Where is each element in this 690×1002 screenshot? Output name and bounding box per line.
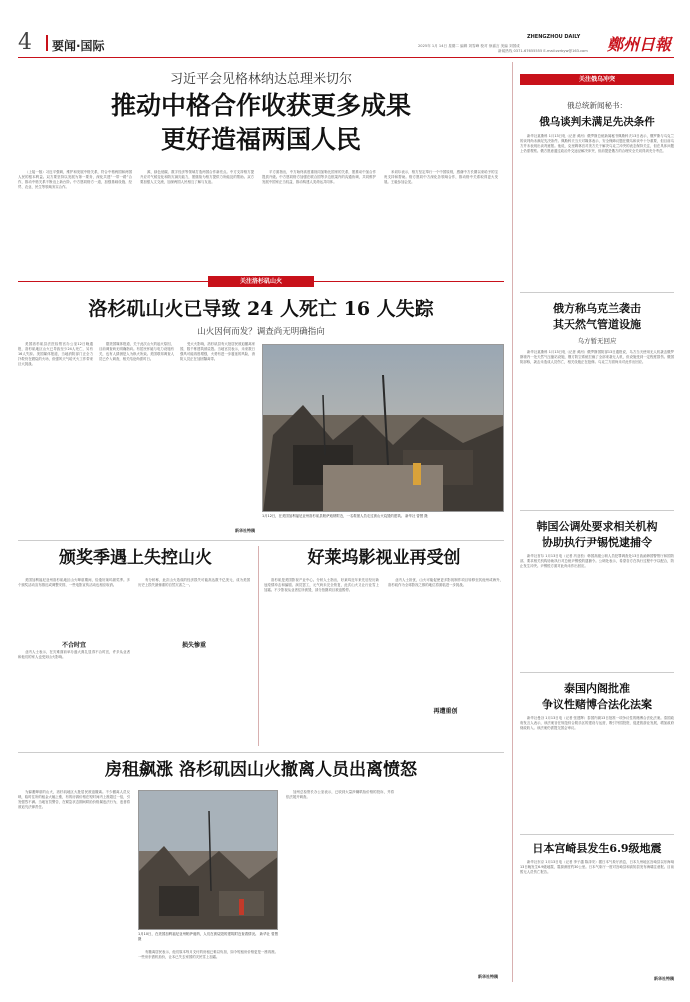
contact-line: 新闻热线 0371-67655555 E-mail:zzrbyw@163.com <box>498 49 588 53</box>
hollywood-body: 洛杉矶是美国影视产业中心。分析人士指出，好莱坞近年来先后经历新冠疫情冲击和编剧、演员罢工，元气尚未完全恢复，此次山火又让行业雪上加霜。不少影视从业者住所被毁，部分拍摄项目被迫暂停。 <box>264 578 379 592</box>
gas-body: 新华社莫斯科 1月13日电（记者 黄河）俄罗斯国防部13日通报说，乌方当天使用无人机袭击俄罗斯境内一处天然气压缩站设施，俄方防空系统拦截了全部来袭无人机，但设施受到一定程度损伤。俄国防部称，袭击未造成人员伤亡，相关设施正在抢修。乌克兰方面尚未对此作出回应。 <box>520 350 674 364</box>
thailand-headline-2: 争议性赌博合法化法案 <box>542 698 652 711</box>
fire-photo <box>262 344 504 512</box>
banner-label: 关注洛杉矶山火 <box>208 276 314 287</box>
middle-rule <box>18 540 504 541</box>
sidebar-intro: 俄总统新闻秘书： <box>567 101 627 110</box>
sidebar-ukraine <box>520 74 674 284</box>
gas-headline-2: 其天然气管道设施 <box>553 318 641 331</box>
banner-left-rule <box>18 281 208 282</box>
fire-subhead: 山火因何而发？调查尚无明确指向 <box>197 327 325 337</box>
rent-photo-credit: 新华社 曾慧 摄 <box>138 932 278 941</box>
rent-photo <box>138 790 278 930</box>
rent-photo-caption: 1月10日，在美国加利福尼亚州帕萨迪纳，人们在被烧毁的建筑附近查看情况。 新华社 曾慧 摄 <box>138 932 278 941</box>
lead-col-1: （上接一版）习近平强调，维护和发展中格关系，符合中格两国和两国人民的根本利益。双方要坚持以发展为第一要务，深化共建“一带一路”合作，推动中格关系不断迈上新台阶。中方愿同格方一道，加强基础设施、经贸、农业、民生等领域务实合作。 <box>18 170 132 189</box>
awards-subhead-2: 损失惨重 <box>181 642 206 649</box>
lead-headline-1: 推动中格合作收获更多成果 <box>110 91 411 120</box>
thailand-body: 新华社曼谷 1月13日电（记者 张建辉）泰国内阁13日批准一项争议性的赌博合法化法案。泰国政府发言人表示，该法案旨在规范综合娱乐区的建设与运营，吸引外国投资，促进旅游业发展，增加政府财政收入。该法案仍需提交国会审议。 <box>520 716 674 730</box>
gas-subhead: 乌方暂无回应 <box>577 337 617 345</box>
fire-col-2: 据美国媒体报道，关于此次山火的起火原因，目前调查尚无明确指向。有居民怀疑与电力设施有关，也有人猜测是人为纵火所致。美国联邦调查人员已介入调查，相关结论尚需时日。 <box>99 342 174 361</box>
middle-divider <box>258 546 259 746</box>
korea-body: 新华社首尔 1月13日电（记者 冯亚松）韩国高级公职人员犯罪调查处13日致函韩国警察厅和国防部，要求相关机构协助执行对总统尹锡悦的逮捕令。公调处表示，希望各方在执行过程中予以配合，防止发生冲突。尹锡悦方面对此尚未作出回应。 <box>520 554 674 568</box>
fire-photo-credit: 新华社 曾慧 摄 <box>405 514 428 518</box>
header-rule <box>18 57 674 58</box>
fire-col-1: 美国洛杉矶县法医检察官办公室12日晚通报，洛杉矶地区山火已导致至少24人死亡，另有16人失踪。美国媒体报道，当地消防部门正全力扑救仍在燃烧的火场，但强风天气给灭火工作带来巨大挑战。 <box>18 342 93 366</box>
fire-photo-caption: 1月12日，在美国加利福尼亚州洛杉矶县帕萨迪纳附近，一名救援人员走过被山火烧毁的建筑。 新华社 曾慧 摄 <box>262 514 428 518</box>
sidebar-rule-3 <box>520 672 674 673</box>
section-banner <box>18 276 504 288</box>
sidebar-japan <box>520 840 674 990</box>
lead-col-2: 源、绿色低碳、数字经济等领域打造两国合作新亮点。中方支持格方提升应对气候变化和防灾减灾能力，愿继续为格方提供力所能及的帮助。双方要加强人文交流，加深两国人民相互了解与友谊。 <box>140 170 254 184</box>
korea-headline-2: 协助执行尹锡悦逮捕令 <box>542 536 652 549</box>
fire-credit: 新华社特稿 <box>235 528 255 533</box>
sidebar-headline: 俄乌谈判未满足先决条件 <box>539 116 655 128</box>
awards-body-2: 业内人士表示，在灾难面前举办盛大典礼显得不合时宜，许多从业者和他们的家人也受到山火影响。 <box>18 650 130 659</box>
awards-headline: 颁奖季遇上失控山火 <box>59 548 212 568</box>
hollywood-body-2: 业内人士担忧，山火可能促使更多影视制作项目转移至其他州或海外，洛杉矶作为全球影视之都的地位将面临进一步挑战。 <box>388 578 503 587</box>
fire-headline: 洛杉矶山火已导致 24 人死亡 16 人失踪 <box>88 298 434 320</box>
paper-logo: 鄭州日報 <box>607 35 672 54</box>
gas-headline-1: 俄方称乌克兰袭击 <box>553 302 641 315</box>
sidebar-divider <box>512 62 513 982</box>
rent-body-2: 有撤离居民表示，他们原本每月支付的房租已难以负担，如今短租房价格更是一涨再涨。一些房东借机抬价，让本已失去家园的灾民雪上加霜。 <box>138 950 278 959</box>
sidebar-banner: 关注俄乌冲突 <box>520 74 674 85</box>
sidebar-rule-2 <box>520 510 674 511</box>
korea-headline-1: 韩国公调处要求相关机构 <box>536 520 658 533</box>
sidebar-body: 新华社莫斯科 1月13日电（记者 黄河）俄罗斯总统新闻秘书佩斯科夫13日表示，俄罗斯与乌克兰的谈判尚未满足先决条件。佩斯科夫当天对媒体表示，安全保障议题在俄乌和谈中十分重要，但目前乌方并未表现出谈判意愿。他说，克里姆林宫对美方关于解决乌克兰冲突的表态保持关注，但在具体问题上仍需观察。俄方愿意通过政治外交途径解决冲突，但前提是俄方的合理安全关切得到充分考虑。 <box>520 134 674 153</box>
awards-block <box>18 578 253 750</box>
paper-name-en: ZHENGZHOU DAILY <box>527 34 581 40</box>
section-title: 要闻·国际 <box>52 39 105 53</box>
lead-headline-2: 更好造福两国人民 <box>160 125 361 154</box>
hollywood-subhead: 再遭重创 <box>433 708 458 715</box>
japan-headline: 日本宫崎县发生6.9级地震 <box>532 842 662 855</box>
sidebar-korea <box>520 518 674 668</box>
thailand-headline-1: 泰国内阁批准 <box>564 682 630 695</box>
japan-credit: 新华社特稿 <box>654 976 674 981</box>
fire-col-3: 受大火影响，洛杉矶县有大批居民被迫撤离家园，数千栋建筑被烧毁。当地官员表示，未来数日强风可能再度增强，火势有进一步蔓延的风险，消防人员正在加固隔离带。 <box>180 342 255 361</box>
lead-kicker: 习近平会见格林纳达总理米切尔 <box>169 72 352 87</box>
rent-photo-image <box>139 791 278 930</box>
sidebar-rule-4 <box>520 834 674 835</box>
rent-body-3: 加州总检察长办公室表示，已收到大量涉嫌哄抬价格的投诉，并将依法展开调查。 <box>286 790 394 799</box>
rent-headline: 房租飙涨 洛杉矶因山火撤离人员出离愤怒 <box>105 760 417 780</box>
banner-right-rule <box>314 281 504 282</box>
page-number: 4 <box>18 30 32 55</box>
hollywood-headline: 好莱坞影视业再受创 <box>307 548 461 568</box>
sidebar-thailand <box>520 680 674 830</box>
lead-col-3: 平方面指出，中方始终高度重视同加勒比国家的关系，愿推动中加合作提质升级。中方愿同格方加强在联合国等多边框架内的沟通协调，共同维护发展中国家正当权益，推动构建人类命运共同体。 <box>262 170 376 184</box>
fire-photo-image <box>263 345 504 512</box>
japan-body: 新华社东京 1月13日电（记者 李子越 陈泽安）据日本气象厅消息，日本九州地区宫崎县以东海域13日晚发生6.9级地震，震源深度约30公里。日本气象厅一度对宫崎县和高知县发布海啸注意报。目前暂无人员伤亡报告。 <box>520 860 674 874</box>
rent-body: 为躲避肆虐的山火，洛杉矶地区大批居民被迫撤离。不少撤离人员反映，临时住所的租金大幅上涨，有的房源价格在短时间内上涨超过一倍，引发强烈不满。当地官员警告，在紧急状态期间哄抬价格属违法行为，违者将被追究法律责任。 <box>18 790 130 809</box>
lead-story <box>18 62 504 272</box>
sidebar-gas <box>520 300 674 504</box>
awards-body-3: 有分析称，此次山火造成的经济损失可能高达数千亿美元，成为美国历史上损失最惨重的自然灾害之一。 <box>138 578 250 587</box>
header-divider <box>46 35 48 51</box>
awards-subhead-1: 不合时宜 <box>61 642 86 649</box>
lead-col-4: 米切尔表示，格方坚定奉行一个中国原则，感谢中方长期以来给予的宝贵支持和帮助。格方愿同中方深化各领域合作，推动格中关系取得更大发展。王毅参加会见。 <box>384 170 498 184</box>
awards-body: 美国加利福尼亚州洛杉矶地区山火肆虐期间，恰逢好莱坞颁奖季。多个颁奖活动宣布推迟或调整安排，一些电影宣传活动也相应取消。 <box>18 578 130 587</box>
page-header <box>18 32 674 58</box>
date-line: 2025年 1月 14日 星期二 编辑 刘雪峰 校对 徐嘉言 美编 刘国成 <box>418 44 520 48</box>
sidebar-rule-1 <box>520 292 674 293</box>
rent-rule <box>18 752 504 753</box>
rent-credit: 新华社特稿 <box>478 974 498 979</box>
